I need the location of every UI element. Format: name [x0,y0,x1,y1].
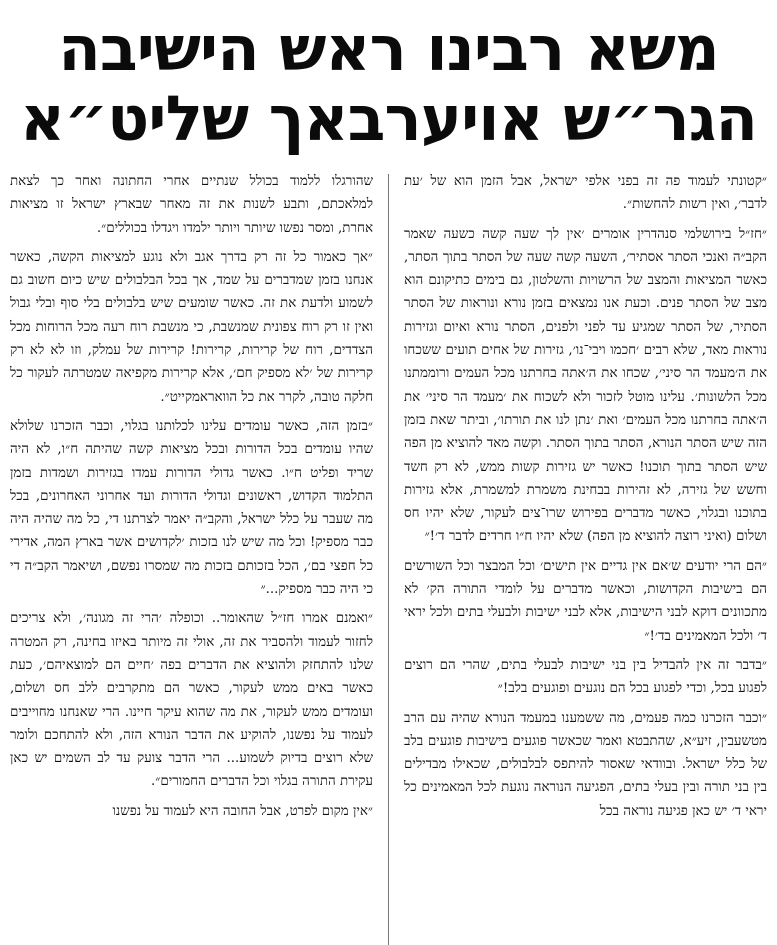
text-column-left [10,170,373,945]
paragraph: ״בזמן הזה, כאשר עומדים עלינו לכלותנו בגלוי, וכבר הזכרנו שלולא שהיו עומדים בכל הדורות ובכל מציאות קשה שהיתה ח״ו, לא היה שריד ופליט ח״ו. כאשר גדולי הדורות עמדו בגזירות ושמדות בזמן התלמוד הקדוש, ראשונים וגדולי הדורות ועד אחרוני האחרונים, בכל מה שעבר על כלל ישראל, והקב״ה יאמר לצרתנו די, כל מה שהיה היה כבר מספיק! וכל מה שיש לנו בזכות ׳לקדושים אשר בארץ המה, אדירי כל חפצי בם׳, הכל בזכותם בזכות מה שמסרו נפשם, ושיאמר הקב״ה די כי היה כבר מספיק...״ [10,418,373,598]
article-body [10,170,767,945]
headline-line-2: הגר״ש אויערבאך שליט״א [20,82,757,155]
paragraph: ״אך כאמור כל זה רק בדרך אגב ולא נוגע למציאות הקשה, כאשר אנחנו בזמן שמדברים על שמד, אך בכל הבלבולים שיש כיום חשוב גם לשמוע ולדעת את זה. כאשר שומעים שיש בלבולים בלי סוף ובלי גבול ואין זו רק רוח צפונית שמנשבת, כי מנשבת רוח רעה מכל הרוחות מכל הצדדים, רוח של קרירות, קרירות! קרירות של עמלק, וזו לא לא רק קרירות של ׳לא מספיק חם׳, אלא קרירות מקפיאה שמטרתה לעקור כל חלקה טובה, לקרר את כל הוואראמקייט״. [10,249,373,405]
paragraph: ״קטונתי לעמוד פה זה בפני אלפי ישראל, אבל הזמן הוא של ׳עת לדבר׳, ואין רשות להחשות״. [404,174,767,213]
headline-line-1: משא רבינו ראש הישיבה [58,12,719,85]
paragraph: שהורגלו ללמוד בכולל שנתיים אחרי החתונה ואחר כך לצאת למלאכתם, ותבע לשנות את זה מאחר שבארץ ישראל זו מציאות אחרת, ומסר נפשו שיותר ויותר ילמדו ויגדלו בכוללים״. [10,174,373,236]
paragraph: ״בדבר זה אין להבדיל בין בני ישיבות לבעלי בתים, שהרי הם רוצים לפגוע בכל, וכדי לפגוע בכל הם נוגעים ופוגעים בלב!״ [404,657,767,697]
text-column-right [404,170,767,945]
paragraph: ״הם הרי יודעים ש׳אם אין גדיים אין תישים׳ וכל המבצר וכל השורשים הם בישיבות הקדושות, וכאשר מדברים על לומדי התורה הק׳ לא מתכוונים דוקא לבני הישיבות, אלא לבני ישיבות ולבעלי בתים ולכל יראי ד׳ ולכל המאמינים בד׳!״ [404,558,767,644]
article-headline [10,14,767,164]
paragraph: ״ואמנם אמרו חז״ל שהאומר.. וכופלה ׳הרי זה מגונה׳, ולא צריכים לחזור לעמוד ולהסביר את זה, אולי זה מיותר באיזו בחינה, רק המטרה שלנו להתחזק ולהוציא את הדברים בפה ׳חיים הם למוצאיהם׳, כעת כאשר באים ממש לעקור, כאשר הם מתקרבים ללב חס ושלום, ועומדים ממש לעקור, את מה שהוא עיקר חיינו. הרי שאנחנו מחוייבים לעמוד על נפשנו, להוקיע את הדבר הנורא הזה, ולא להתחכם ולומר שלא רוצים בדיוק לשמוע... הרי הדבר צועק עד לב השמים יש כאן עקירת התורה בגלוי וכל הדברים החמורים״. [10,611,373,790]
paragraph: ״חז״ל בירושלמי סנהדרין אומרים ׳אין לך שעה קשה כשעה שאמר הקב״ה ואנכי הסתר אסתיר׳, השעה קשה שעה של הסתר בתוך הסתר, כאשר המציאות והמצב של הרשויות והשלטון, גם בימים כתיקונם הוא מצב של הסתר פנים. וכעת אנו נמצאים בזמן נורא ונוראות של הסתר הסתיר, של הסתר שמגיע עד לפני ולפנים, הסתר נורא ואיום וגזירות נוראות מאד, שלא רבים ׳חכמו ויבי־נו׳, גזירות של אחים תועים ששכחו את ה׳מעמד הר סיני׳, שכחו את ה׳אתה בחרתנו מכל העמים ורוממתנו מכל הלשונות׳. עלינו מוטל לזכור ולא לשכוח את ׳מעמד הר סיני׳ את ה׳אתה בחרתנו מכל העמים׳ ואת ׳נתן לנו את תורתו׳, וביתר שאת בזמן הזה שיש הסתר הנורא, הסתר בתוך הסתר. וקשה מאד להוציא מן הפה שיש הסתר בתוך תוכנו! כאשר יש גזירות קשות ממש, לא רק חשד וחשש של גזירה, לא זהירות בבחינת משמרת למשמרת, אלא גזירות בתוכנו ובגלוי, כאשר מדברים בפירוש שרו־צים לעקור, שלא יהיו חס ושלום (ואיני רוצה להוציא מן הפה) שלא יהיו ח״ו חרדים לדבר ד׳!״ [404,226,767,545]
paragraph: ״וכבר הזכרנו כמה פעמים, מה ששמענו במעמד הנורא שהיה עם הרב מטשעבין, זיע״א, שהתבטא ואמר שכאשר פוגעים בישיבות פוגעים בלב של כלל ישראל. ובוודאי שאסור להיתפס לבלבולים, שכאילו מבדילים בין בני תורה ובין בעלי בתים, הפגיעה הנוראה נוגעת לכל המאמינים כל יראי ד׳ יש כאן פגיעה נוראה בכל [404,710,767,819]
paragraph: ״אין מקום לפרט, אבל החובה היא לעמוד על נפשנו [112,803,373,819]
column-divider [388,174,389,945]
